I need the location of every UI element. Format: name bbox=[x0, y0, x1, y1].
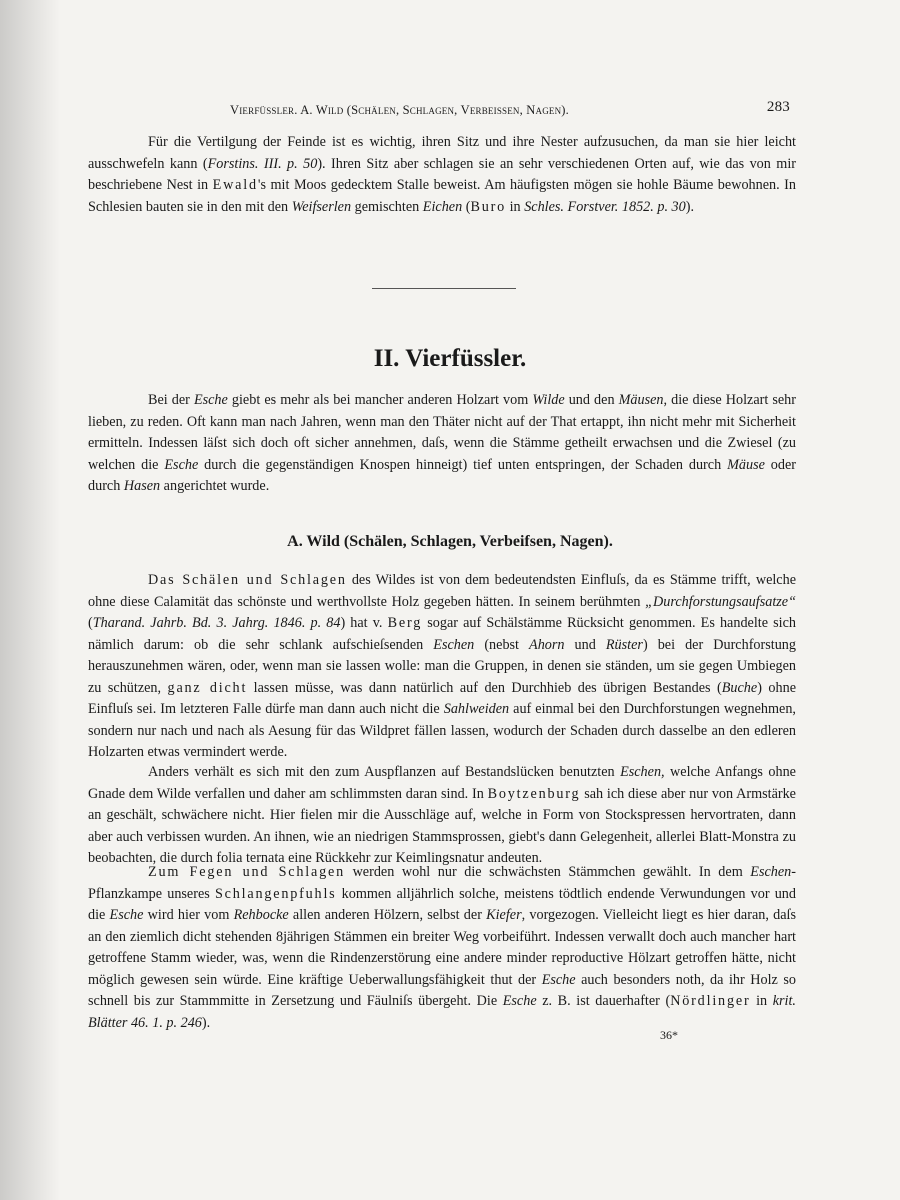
running-head: Vierfüssler. A. Wild (Schälen, Schlagen, Verbeissen, Nagen). bbox=[230, 103, 569, 117]
paragraph-schaelen: Das Schälen und Schlagen des Wildes ist von dem bedeutendsten Einfluſs, da es Stämme trifft, welche ohne diese Calamität das schönste und werthvollste Holz gegeben hätten. In seinem berühmten „Durchforstungsaufsatze“ (Tharand. Jahrb. Bd. 3. Jahrg. 1846. p. 84) hat v. Berg sogar auf Schälstämme Rücksicht genommen. Es handelte sich nämlich darum: ob die sehr schlank aufschieſsenden Eschen (nebst Ahorn und Rüster) bei der Durchforstung herauszunehmen wären, oder, wenn man sie lassen wolle: man die Gruppen, in denen sie ständen, um sie gegen Umbiegen zu schützen, ganz dicht lassen müsse, was dann natürlich auf den Durchhieb des übrigen Bestandes (Buche) ohne Einfluſs sei. Im letzteren Falle dürfe man dann auch nicht die Sahlweiden auf einmal bei den Durchforstungen wegnehmen, sondern nur nach und nach als Aesung für das Wildpret fällen lassen, wodurch der Schaden durch dasselbe an den edleren Holzarten etwas vermindert werde. bbox=[88, 572, 796, 760]
section-divider bbox=[372, 288, 516, 289]
paragraph-intro-esche: Bei der Esche giebt es mehr als bei mancher anderen Holzart vom Wilde und den Mäusen, die diese Holzart sehr lieben, zu reden. Oft kann man nach Jahren, wenn man den Thäter nicht auf der That ertappt, ihn nicht mehr mit Sicherheit ermitteln. Indessen läſst sich doch oft sicher annehmen, daſs, wenn die Stämme getheilt erwachsen und die Zwiesel (zu welchen die Esche durch die gegenständigen Knospen hinneigt) tief unten entspringen, der Schaden durch Mäuse oder durch Hasen angerichtet wurde. bbox=[88, 392, 796, 494]
spine-shadow bbox=[0, 0, 60, 1200]
page-number: 283 bbox=[766, 99, 790, 115]
page-header bbox=[230, 99, 790, 123]
paragraph-auspflanzen: Anders verhält es sich mit den zum Auspflanzen auf Bestandslücken benutzten Eschen, welche Anfangs ohne Gnade dem Wilde verfallen und daher am schlimmsten daran sind. In Boytzenburg sah ich diese aber nur von Armstärke an geschält, schwächere nicht. Hier fielen mir die Ausschläge auf, welche in Form von Stockspressen hervortraten, dann aber auch verbissen wurden. An ihnen, wie an niedrigen Stammsprossen, giebt's dann Gelegenheit, allerlei Blatt-Monstra zu beobachten, die durch folia ternata eine Rückkehr zur Keimlingsnatur andeuten. bbox=[88, 764, 796, 866]
subsection-title: A. Wild (Schälen, Schlagen, Verbeifsen, Nagen). bbox=[287, 533, 613, 550]
paragraph-vertilgung: Für die Vertilgung der Feinde ist es wichtig, ihren Sitz und ihre Nester aufzusuchen, da man sie hier leicht ausschwefeln kann (Forstins. III. p. 50). Ihren Sitz aber schlagen sie an sehr verschiedenen Orten auf, wie das von mir beschriebene Nest in Ewald's mit Moos gedecktem Stalle beweist. Am häufigsten mögen sie hohle Bäume bewohnen. In Schlesien bauten sie in den mit den Weifserlen gemischten Eichen (Buro in Schles. Forstver. 1852. p. 30). bbox=[88, 134, 796, 215]
section-title: II. Vierfüssler. bbox=[373, 345, 527, 372]
signature-mark: 36* bbox=[660, 1028, 678, 1042]
paragraph-fegen: Zum Fegen und Schlagen werden wohl nur die schwächsten Stämmchen gewählt. In dem Eschen-Pflanzkampe unseres Schlangenpfuhls kommen alljährlich solche, meistens tödtlich endende Verwundungen vor und die Esche wird hier vom Rehbocke allen anderen Hölzern, selbst der Kiefer, vorgezogen. Vielleicht liegt es hier daran, daſs an den ziemlich dicht stehenden 8jährigen Stämmen ein breiter Weg vorbeiführt. Indessen verwallt doch auch mancher hart getroffene Stamm wieder, was, wenn die Rindenzerstörung eine andere minder reproductive Hölzart getroffen hätte, nicht möglich gewesen sein würde. Eine kräftige Ueberwallungsfähigkeit thut der Esche auch besonders noth, da ihr Holz so schnell bis zur Stammmitte in Zersetzung und Fäulniſs übergeht. Die Esche z. B. ist dauerhafter (Nördlinger in krit. Blätter 46. 1. p. 246). bbox=[88, 864, 796, 1031]
